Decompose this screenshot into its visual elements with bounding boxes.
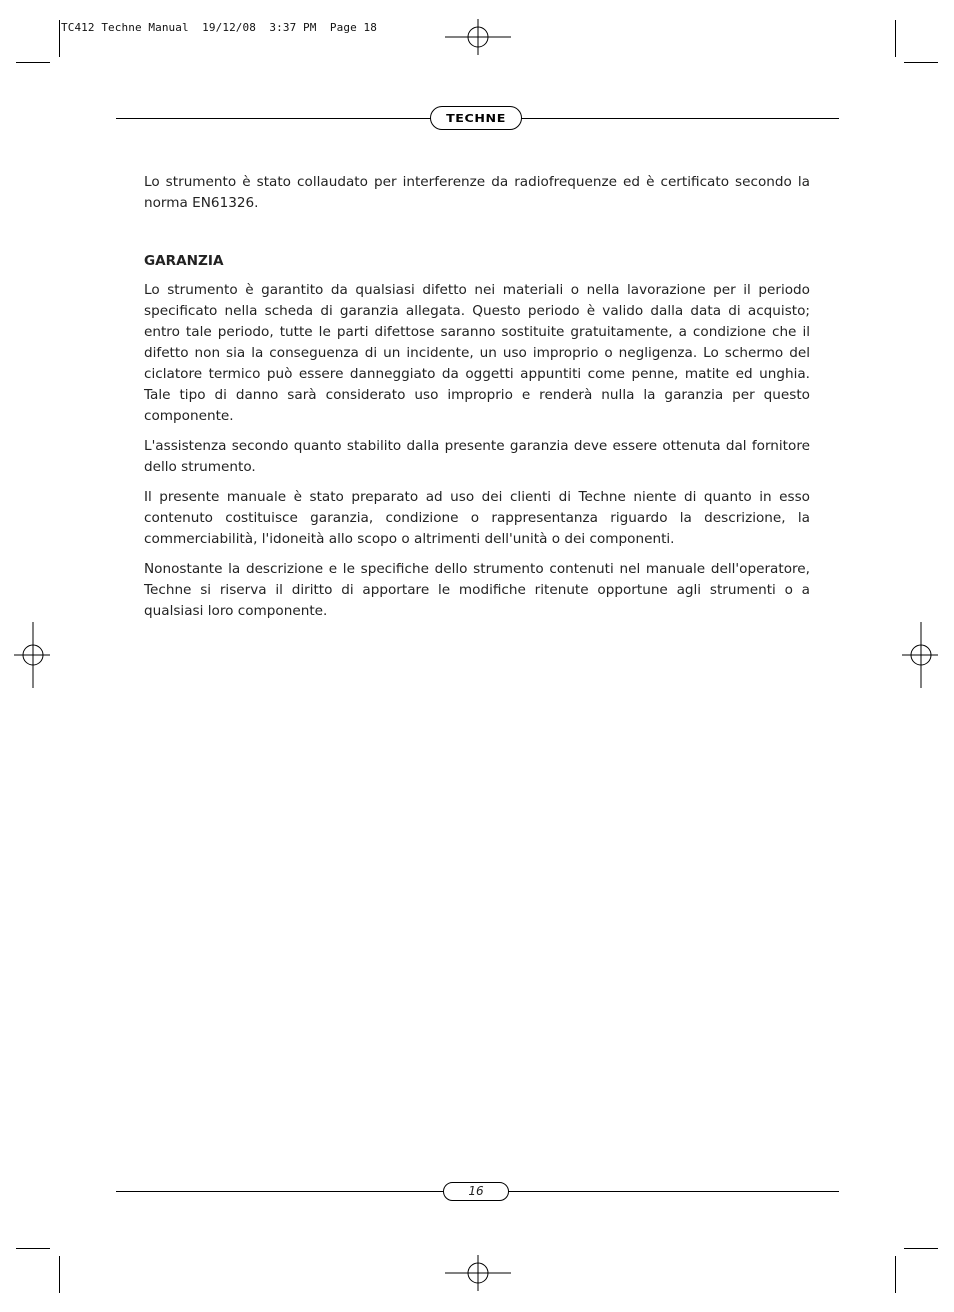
registration-mark-right	[888, 622, 954, 688]
print-slug: TC412 Techne Manual 19/12/08 3:37 PM Page 18	[61, 21, 377, 34]
logo-text: TECHNE	[446, 111, 506, 125]
intro-paragraph: Lo strumento è stato collaudato per interferenze da radiofrequenze ed è certificato secondo la norma EN61326.	[144, 174, 810, 211]
section-title: GARANZIA	[144, 253, 224, 269]
paragraph-4: Nonostante la descrizione e le specifiche dello strumento contenuti nel manuale dell'operatore, Techne si riserva il diritto di apportare le modifiche ritenute opportune agli strumenti o a qualsiasi loro componente.	[144, 561, 810, 619]
page-content	[144, 172, 810, 631]
registration-mark-bottom	[445, 1240, 511, 1306]
techne-logo	[430, 106, 522, 130]
registration-mark-top	[445, 4, 511, 70]
page-number: 16	[443, 1182, 509, 1201]
paragraph-2: L'assistenza secondo quanto stabilito dalla presente garanzia deve essere ottenuta dal fornitore dello strumento.	[144, 438, 810, 475]
paragraph-3: Il presente manuale è stato preparato ad uso dei clienti di Techne niente di quanto in esso contenuto costituisce garanzia, condizione o rappresentanza riguardo la descrizione, la commerciabilità, l'idoneità allo scopo o altrimenti dell'unità o dei componenti.	[144, 489, 810, 547]
registration-mark-left	[0, 622, 66, 688]
paragraph-1: Lo strumento è garantito da qualsiasi difetto nei materiali o nella lavorazione per il periodo specificato nella scheda di garanzia allegata. Questo periodo è valido dalla data di acquisto; entro tale periodo, tutte le parti difettose saranno sostituite gratuitamente, a condizione che il difetto non sia la conseguenza di un incidente, un uso improprio o negligenza. Lo schermo del ciclatore termico può essere danneggiato da oggetti appuntiti come penne, matite ed unghia. Tale tipo di danno sarà considerato uso improprio e renderà nulla la garanzia per questo componente.	[144, 282, 810, 424]
